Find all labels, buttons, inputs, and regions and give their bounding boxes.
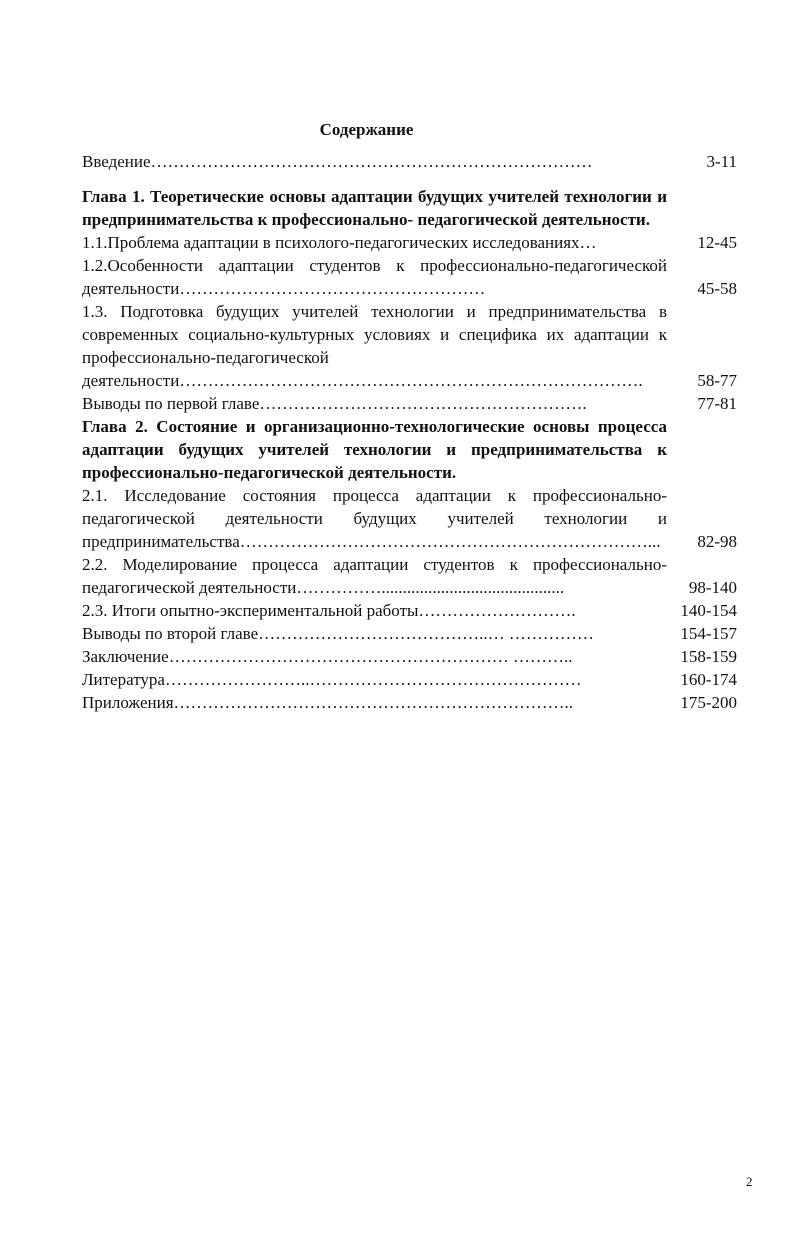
toc-entry-conclusion <box>82 645 737 668</box>
toc-entry-page: 3-11 <box>706 152 737 171</box>
toc-entry-text: 2.3. Итоги опытно-экспериментальной работы………………………. <box>82 601 576 620</box>
toc-entry-page: 140-154 <box>680 601 737 620</box>
toc-entry-text: Глава 1. Теоретические основы адаптации будущих учителей технологии и предпринимательства к профессионально- педагогической деятельности. <box>82 187 667 229</box>
toc-entry-text: Выводы по первой главе…………………………………………………. <box>82 394 587 413</box>
toc-entry-page: 98-140 <box>688 578 737 597</box>
toc-entry-1-3 <box>82 300 737 392</box>
toc-entry-2-3 <box>82 599 737 622</box>
toc-entry-chapter-2 <box>82 415 737 484</box>
toc-entry-1-1 <box>82 231 737 254</box>
toc-entry-page: 45-58 <box>697 279 737 298</box>
toc-entry-2-2 <box>82 553 737 599</box>
toc-entry-page: 160-174 <box>680 670 737 689</box>
toc-entry-text: Литература……………………..………………………………………… <box>82 670 582 689</box>
toc-entry-text: Глава 2. Состояние и организационно-технологические основы процесса адаптации будущих учителей технологии и предпринимательства к профессионально-педагогической деятельности. <box>82 417 667 482</box>
toc-entry-text: Выводы по второй главе…………………………………..… …………… <box>82 624 594 643</box>
toc-entry-2-1 <box>82 484 737 553</box>
toc-entry-page: 154-157 <box>680 624 737 643</box>
toc-entry-text: 2.2. Моделирование процесса адаптации студентов к профессионально-педагогической деятельности……………........................................... <box>82 555 667 597</box>
toc-entry-text: 1.2.Особенности адаптации студентов к профессионально-педагогической деятельности……………………………………………… <box>82 256 667 298</box>
toc-entry-page: 175-200 <box>680 693 737 712</box>
toc-entry-page: 58-77 <box>697 371 737 390</box>
toc-entry-page: 77-81 <box>697 394 737 413</box>
toc-entry-conclusions-1 <box>82 392 737 415</box>
toc-entry-text: Заключение…………………………………………………… ……….. <box>82 647 573 666</box>
toc-entry-appendices <box>82 691 737 714</box>
toc-entry-text: Приложения…………………………………………………………….. <box>82 693 574 712</box>
toc-entry-text: 1.1.Проблема адаптации в психолого-педагогических исследованиях… <box>82 233 597 252</box>
table-of-contents <box>82 150 737 714</box>
toc-entry-page: 158-159 <box>680 647 737 666</box>
page-number: 2 <box>746 1174 753 1189</box>
toc-entry-text: 2.1. Исследование состояния процесса адаптации к профессионально-педагогической деятельности будущих учителей технологии и предпринимательства………………………………………………………………... <box>82 486 667 551</box>
toc-entry-literature <box>82 668 737 691</box>
page-title: Содержание <box>319 120 414 139</box>
toc-entry-introduction <box>82 150 737 173</box>
toc-entry-page: 12-45 <box>697 233 737 252</box>
toc-entry-1-2 <box>82 254 737 300</box>
toc-entry-text: 1.3. Подготовка будущих учителей технологии и предпринимательства в современных социально-культурных условиях и специфика их адаптации к профессионально-педагогической деятельности………………………………………………………………………. <box>82 302 667 390</box>
toc-entry-chapter-1 <box>82 185 737 231</box>
toc-entry-conclusions-2 <box>82 622 737 645</box>
toc-entry-text: Введение…………………………………………………………………… <box>82 152 593 171</box>
toc-entry-page: 82-98 <box>697 532 737 551</box>
